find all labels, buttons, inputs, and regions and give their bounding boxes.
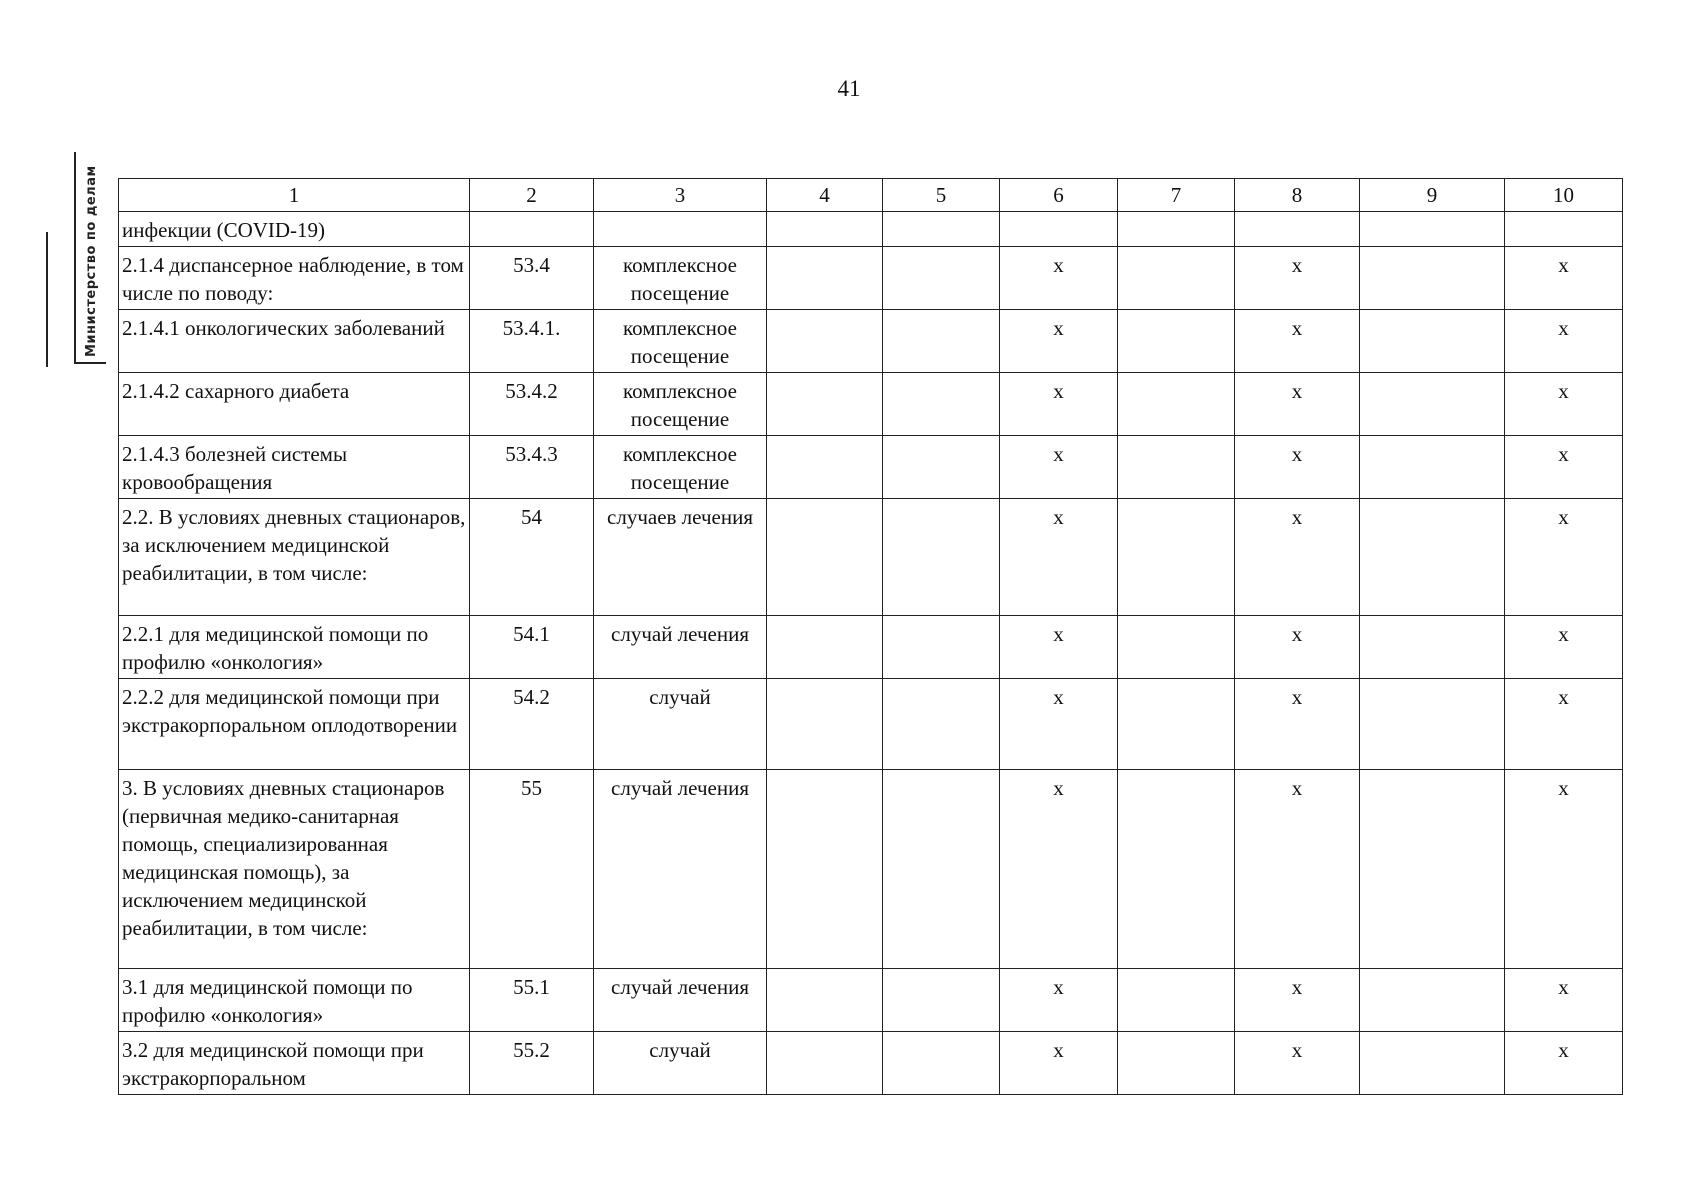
table-cell-col-5 [883,247,1000,310]
table-cell-col-7 [1118,373,1235,436]
table-cell-col-9 [1360,212,1505,247]
table-cell-col-3: комплексное посещение [594,310,767,373]
table-cell-col-2: 53.4 [470,247,594,310]
table-cell-col-2: 53.4.2 [470,373,594,436]
row-label-cell: 2.2. В условиях дневных стационаров, за исключением медицинской реабилитации, в том числе: [119,499,470,616]
table-cell-col-3: случай лечения [594,770,767,969]
table-cell-col-7 [1118,616,1235,679]
table-cell-col-3 [594,212,767,247]
table-cell-col-5 [883,212,1000,247]
table-cell-col-5 [883,310,1000,373]
table-row [119,616,1623,679]
stamp-bar [46,232,48,367]
table-cell-col-7 [1118,499,1235,616]
column-header-10: 10 [1505,179,1623,212]
table-cell-col-3: комплексное посещение [594,436,767,499]
column-header-4: 4 [767,179,883,212]
table-cell-col-9 [1360,373,1505,436]
table-cell-col-8: х [1235,373,1360,436]
column-header-8: 8 [1235,179,1360,212]
table-cell-col-10: х [1505,616,1623,679]
table-row [119,770,1623,969]
table-cell-col-4 [767,679,883,770]
row-label-cell: 3. В условиях дневных стационаров (первичная медико-санитарная помощь, специализированная медицинская помощь), за исключением медицинской реабилитации, в том числе: [119,770,470,969]
table-cell-col-4 [767,770,883,969]
column-header-1: 1 [119,179,470,212]
table-cell-col-8: х [1235,499,1360,616]
row-label-cell: 2.1.4.2 сахарного диабета [119,373,470,436]
table-cell-col-5 [883,679,1000,770]
table-cell-col-7 [1118,969,1235,1032]
table-cell-col-9 [1360,770,1505,969]
table-cell-col-5 [883,1032,1000,1095]
table-cell-col-6: х [1000,969,1118,1032]
table-cell-col-6: х [1000,1032,1118,1095]
table-cell-col-8: х [1235,969,1360,1032]
row-label-cell: 2.1.4.1 онкологических заболеваний [119,310,470,373]
table-cell-col-10: х [1505,436,1623,499]
table-cell-col-6: х [1000,499,1118,616]
side-stamp [38,152,110,368]
table-row [119,679,1623,770]
table-cell-col-7 [1118,247,1235,310]
table-cell-col-2: 53.4.1. [470,310,594,373]
table-cell-col-8 [1235,212,1360,247]
table-cell-col-5 [883,373,1000,436]
table-cell-col-4 [767,499,883,616]
table-cell-col-6: х [1000,247,1118,310]
table-cell-col-10: х [1505,499,1623,616]
column-header-3: 3 [594,179,767,212]
table-row [119,212,1623,247]
table-row [119,247,1623,310]
table-cell-col-9 [1360,499,1505,616]
table-cell-col-8: х [1235,310,1360,373]
table-cell-col-2: 55.2 [470,1032,594,1095]
table-cell-col-9 [1360,1032,1505,1095]
table-cell-col-7 [1118,1032,1235,1095]
table-cell-col-2: 54.2 [470,679,594,770]
table-row [119,969,1623,1032]
row-label-cell: 2.1.4 диспансерное наблюдение, в том числе по поводу: [119,247,470,310]
table-cell-col-7 [1118,310,1235,373]
table-cell-col-2: 55.1 [470,969,594,1032]
table-cell-col-10: х [1505,1032,1623,1095]
table-cell-col-10: х [1505,969,1623,1032]
table-cell-col-9 [1360,436,1505,499]
table-cell-col-2: 54.1 [470,616,594,679]
table-cell-col-10: х [1505,679,1623,770]
table-cell-col-9 [1360,616,1505,679]
column-header-2: 2 [470,179,594,212]
column-header-9: 9 [1360,179,1505,212]
table-cell-col-9 [1360,310,1505,373]
table-cell-col-2: 53.4.3 [470,436,594,499]
table-cell-col-6: х [1000,770,1118,969]
table-cell-col-6: х [1000,679,1118,770]
table-cell-col-6: х [1000,436,1118,499]
row-label-cell: 2.2.1 для медицинской помощи по профилю «онкология» [119,616,470,679]
table-cell-col-4 [767,969,883,1032]
header-row [119,179,1623,212]
row-label-cell: 2.1.4.3 болезней системы кровообращения [119,436,470,499]
table-cell-col-4 [767,212,883,247]
column-header-6: 6 [1000,179,1118,212]
table-cell-col-9 [1360,247,1505,310]
table-cell-col-4 [767,1032,883,1095]
table-cell-col-7 [1118,212,1235,247]
table-cell-col-3: случай лечения [594,616,767,679]
table-cell-col-7 [1118,770,1235,969]
table-cell-col-8: х [1235,1032,1360,1095]
table-cell-col-8: х [1235,616,1360,679]
data-table [118,178,1623,1095]
table-cell-col-3: случай лечения [594,969,767,1032]
table-cell-col-5 [883,969,1000,1032]
table-cell-col-7 [1118,679,1235,770]
table-cell-col-8: х [1235,436,1360,499]
table-body [119,179,1623,1095]
page-number: 41 [837,76,861,101]
table-cell-col-4 [767,436,883,499]
table-cell-col-10: х [1505,770,1623,969]
table-cell-col-10: х [1505,310,1623,373]
table-cell-col-2 [470,212,594,247]
table-cell-col-6: х [1000,310,1118,373]
table-cell-col-8: х [1235,247,1360,310]
table-cell-col-3: случай [594,679,767,770]
table-cell-col-6: х [1000,373,1118,436]
table-row [119,373,1623,436]
table-cell-col-10 [1505,212,1623,247]
table-cell-col-6 [1000,212,1118,247]
table-cell-col-8: х [1235,770,1360,969]
table-cell-col-3: случаев лечения [594,499,767,616]
table-cell-col-3: случай [594,1032,767,1095]
table-row [119,310,1623,373]
row-label-cell: инфекции (COVID-19) [119,212,470,247]
table-cell-col-4 [767,310,883,373]
row-label-cell: 3.2 для медицинской помощи при экстракорпоральном [119,1032,470,1095]
table-cell-col-5 [883,499,1000,616]
table-cell-col-10: х [1505,247,1623,310]
table-cell-col-10: х [1505,373,1623,436]
table-row [119,499,1623,616]
table-cell-col-2: 55 [470,770,594,969]
row-label-cell: 3.1 для медицинской помощи по профилю «онкология» [119,969,470,1032]
table-cell-col-6: х [1000,616,1118,679]
table-row [119,436,1623,499]
table-cell-col-8: х [1235,679,1360,770]
table-cell-col-4 [767,373,883,436]
table-cell-col-9 [1360,969,1505,1032]
table-cell-col-4 [767,616,883,679]
table-cell-col-5 [883,770,1000,969]
row-label-cell: 2.2.2 для медицинской помощи при экстракорпоральном оплодотворении [119,679,470,770]
table-cell-col-3: комплексное посещение [594,247,767,310]
table-cell-col-5 [883,436,1000,499]
table-cell-col-3: комплексное посещение [594,373,767,436]
stamp-text: Министерство по делам [84,165,99,357]
table-row [119,1032,1623,1095]
column-header-7: 7 [1118,179,1235,212]
table-cell-col-5 [883,616,1000,679]
column-header-5: 5 [883,179,1000,212]
table-cell-col-9 [1360,679,1505,770]
table-cell-col-2: 54 [470,499,594,616]
table-cell-col-7 [1118,436,1235,499]
table-cell-col-4 [767,247,883,310]
